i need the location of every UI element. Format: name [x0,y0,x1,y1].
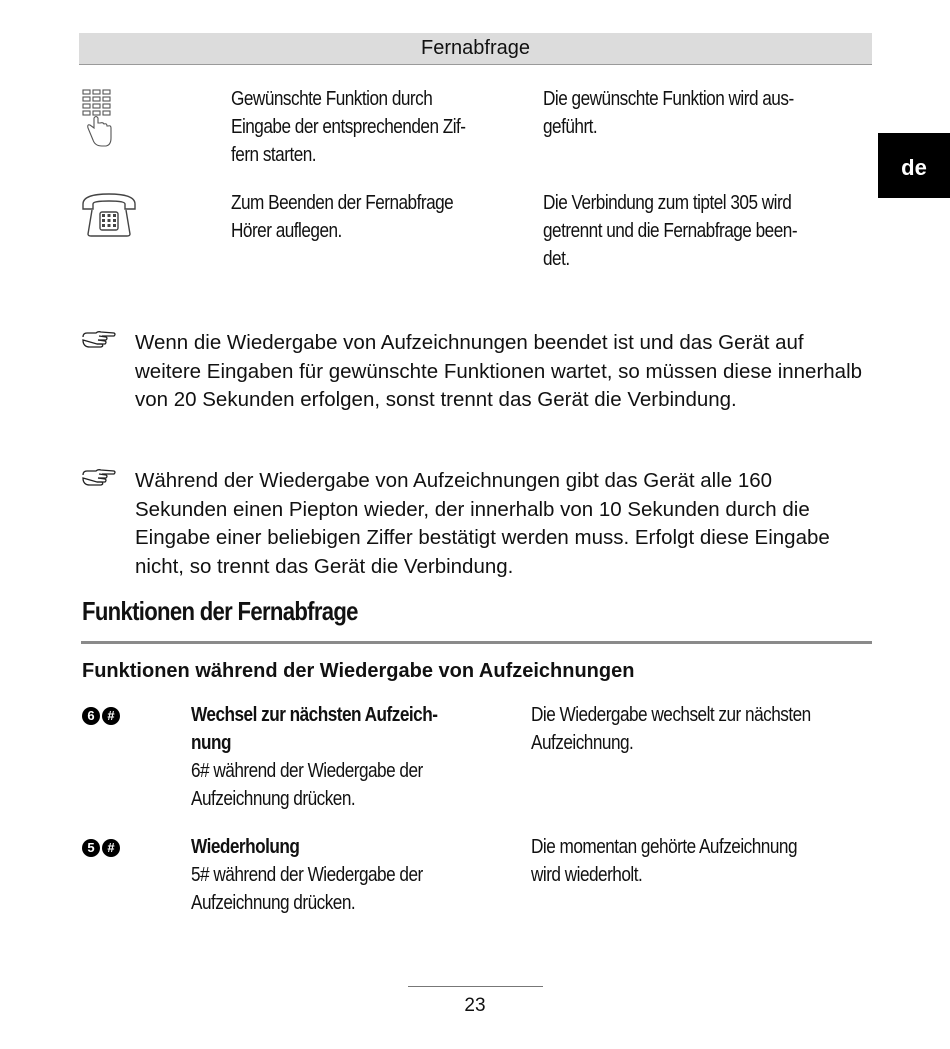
function-1-title-line: nung [191,732,231,754]
note-2-text: Während der Wiedergabe von Aufzeichnungen gibt das Gerät alle 160 Sekunden einen Piepton wieder, der innerhalb von 10 Sekunden durch die Eingabe einer beliebigen Ziffer bestätigt werden muss. Erfolgt diese Eingabe nicht, so trennt das Gerät die Verbindung. [135,469,830,578]
key-combination-5-hash [82,839,120,857]
key-hash-icon: # [102,707,120,725]
function-1-action [191,701,501,813]
step-1-action [231,85,523,169]
language-tab: de [878,133,950,198]
step-1-action-line: Eingabe der entsprechenden Zif- [231,116,466,138]
key-6-icon: 6 [82,707,100,725]
function-2-desc-line: Aufzeichnung drücken. [191,892,356,914]
step-2-result [543,189,870,273]
keypad-icon [80,88,116,155]
function-1-desc-line: 6# während der Wiedergabe der [191,760,423,782]
section-subtitle: Funktionen während der Wiedergabe von Aufzeichnungen [82,660,635,682]
pointing-hand-icon [82,330,116,353]
function-1-title-line: Wechsel zur nächsten Aufzeich- [191,704,438,726]
function-1-result-line: Die Wiedergabe wechselt zur nächsten [531,704,811,726]
step-2-result-line: det. [543,248,570,270]
pointing-hand-icon [82,468,116,491]
step-2-result-line: getrennt und die Fernabfrage been- [543,220,798,242]
function-1-result-line: Aufzeichnung. [531,732,634,754]
footer-divider [408,986,543,987]
section-title: Funktionen der Fernabfrage [82,596,358,626]
function-2-action [191,833,501,917]
step-1-result-line: Die gewünschte Funktion wird aus- [543,88,794,110]
page-header-title: Fernabfrage [421,37,530,59]
key-combination-6-hash [82,707,120,725]
page-number: 23 [464,995,486,1016]
step-1-result [543,85,870,141]
telephone-icon [80,190,138,243]
step-2-result-line: Die Verbindung zum tiptel 305 wird [543,192,792,214]
note-1-text: Wenn die Wiedergabe von Aufzeichnungen beendet ist und das Gerät auf weitere Eingaben für gewünschte Funktionen wartet, so müssen diese innerhalb von 20 Sekunden erfolgen, sonst trennt das Gerät die Verbindung. [135,331,863,411]
section-divider [81,641,872,644]
key-hash-icon: # [102,839,120,857]
function-2-desc-line: 5# während der Wiedergabe der [191,864,423,886]
step-2-action-line: Zum Beenden der Fernabfrage [231,192,454,214]
step-1-action-line: Gewünschte Funktion durch [231,88,433,110]
function-1-result [531,701,875,757]
step-1-action-line: fern starten. [231,144,317,166]
function-2-result [531,833,875,889]
key-5-icon: 5 [82,839,100,857]
function-1-desc-line: Aufzeichnung drücken. [191,788,356,810]
function-2-title-line: Wiederholung [191,836,300,858]
step-1-result-line: geführt. [543,116,598,138]
step-2-action-line: Hörer auflegen. [231,220,342,242]
function-2-result-line: wird wiederholt. [531,864,643,886]
page-header [79,33,872,65]
step-2-action [231,189,523,245]
function-2-result-line: Die momentan gehörte Aufzeichnung [531,836,798,858]
